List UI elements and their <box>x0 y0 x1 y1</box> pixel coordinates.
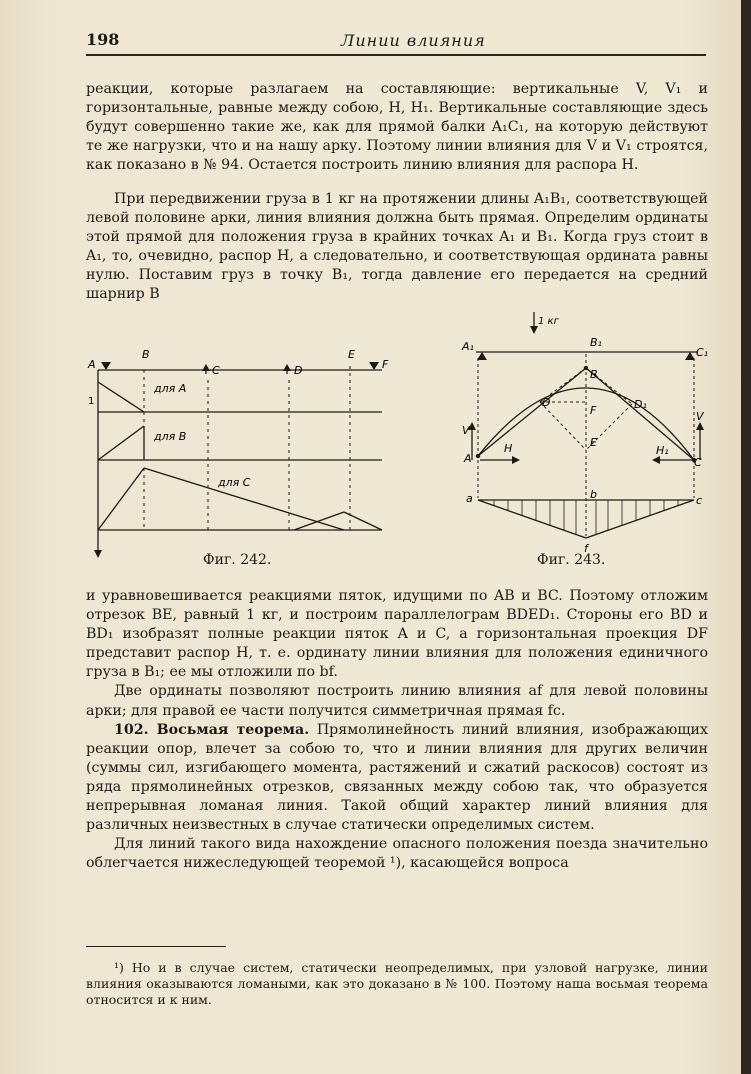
paragraph-reactions: реакции, которые разлагаем на составляющие: вертикальные V, V₁ и горизонтальные, равные между собою, H, H₁. Вертикальные составляющие здесь будут совершенно такие же, как для прямой балки A₁C₁, на которую действуют те же нагрузки, что и на нашу арку. Поэтому линии влияния для V и V₁ строятся, как показано в № 94. Остается построить линию влияния для распора H. <box>86 81 708 174</box>
fig243-label-f-small: f <box>584 542 588 555</box>
fig243-label-a1: A₁ <box>462 340 474 353</box>
fig242-label-one: 1 <box>88 396 95 407</box>
fig242-label-b: B <box>142 348 150 361</box>
fig243-label-load: 1 кг <box>538 316 559 327</box>
figure-243 <box>458 310 708 556</box>
fig243-label-b: B <box>590 368 598 381</box>
text-block-second <box>86 190 708 305</box>
fig243-label-v-left: V <box>462 424 470 437</box>
paragraph-two-ordinates: Две ординаты позволяют построить линию влияния af для левой половины арки; для правой ее части получится симметричная прямая fc. <box>86 683 708 719</box>
paragraph-last: Для линий такого вида нахождение опасного положения поезда значительно облегчается нижеследующей теоремой ¹), касающейся вопроса <box>86 836 708 872</box>
paragraph-theorem <box>86 721 708 836</box>
text-block-top <box>86 80 708 175</box>
page-header <box>86 28 706 52</box>
fig243-label-d: D <box>542 396 551 409</box>
fig242-label-c: C <box>212 364 220 377</box>
fig243-label-v-right: V <box>696 410 704 423</box>
section-heading: 102. Восьмая теорема. <box>114 721 310 738</box>
page-edge-shadow <box>741 0 751 1074</box>
fig242-label-e: E <box>348 348 355 361</box>
page-number: 198 <box>86 30 120 49</box>
fig242-label-a: A <box>88 358 96 371</box>
fig243-label-b1: B₁ <box>590 336 602 349</box>
fig243-label-d1: D₁ <box>634 398 647 411</box>
fig243-label-c: C <box>694 456 702 469</box>
running-title: Линии влияния <box>341 31 486 50</box>
figure-242 <box>84 340 390 558</box>
figure-242-caption: Фиг. 242. <box>203 552 272 568</box>
fig243-label-h1: H₁ <box>656 444 669 457</box>
fig243-label-f: F <box>590 404 597 417</box>
fig242-label-for-c: для C <box>218 476 251 489</box>
fig242-label-d: D <box>294 364 303 377</box>
fig242-label-for-a: для A <box>154 382 187 395</box>
header-rule <box>86 54 706 56</box>
fig243-label-c-small: c <box>696 494 703 507</box>
fig243-label-h: H <box>504 442 513 455</box>
fig243-label-a-small: a <box>466 492 473 505</box>
fig243-label-a: A <box>464 452 472 465</box>
fig242-label-f: F <box>382 358 389 371</box>
footnote-rule <box>86 946 226 947</box>
section-text: Прямолинейность линий влияния, изображающих реакции опор, влечет за собою то, что и линии влияния для других величин (суммы сил, изгибающего момента, растяжений и сжатий раскосов) состоят из ряда прямолинейных отрезков, связанных между собою так, что образуется непрерывная ломаная линия. Такой общий характер линий влияния для различных неизвестных в случае статически определимых систем. <box>86 721 709 834</box>
fig243-label-b-small: b <box>590 488 597 501</box>
paragraph-load-movement: При передвижении груза в 1 кг на протяжении длины A₁B₁, соответствующей левой половине арки, линия влияния должна быть прямая. Определим ординаты этой прямой для положения груза в крайних точках A₁ и B₁. Когда груз стоит в A₁, то, очевидно, распор H, а следовательно, и соответствующая ордината равны нулю. Поставим груз в точку B₁, тогда давление его передается на средний шарнир B <box>86 191 708 303</box>
figure-243-caption: Фиг. 243. <box>537 552 606 568</box>
fig243-label-e: E <box>590 436 597 449</box>
fig242-label-for-b: для B <box>154 430 187 443</box>
text-block-bottom <box>86 587 708 873</box>
footnote <box>86 960 708 1009</box>
fig243-label-c1: C₁ <box>696 346 708 359</box>
paragraph-equilibrium: и уравновешивается реакциями пяток, идущими по AB и BC. Поэтому отложим отрезок BE, равный 1 кг, и построим параллелограм BDED₁. Стороны его BD и BD₁ изобразят полные реакции пяток A и C, а горизонтальная проекция DF представит распор H, т. е. ординату линии влияния для положения единичного груза в B₁; ее мы отложили по bf. <box>86 588 708 681</box>
footnote-text: ¹) Но и в случае систем, статически неопределимых, при узловой нагрузке, линии влияния оказываются ломаными, как это доказано в № 100. Поэтому наша восьмая теорема относится и к ним. <box>86 960 708 1008</box>
